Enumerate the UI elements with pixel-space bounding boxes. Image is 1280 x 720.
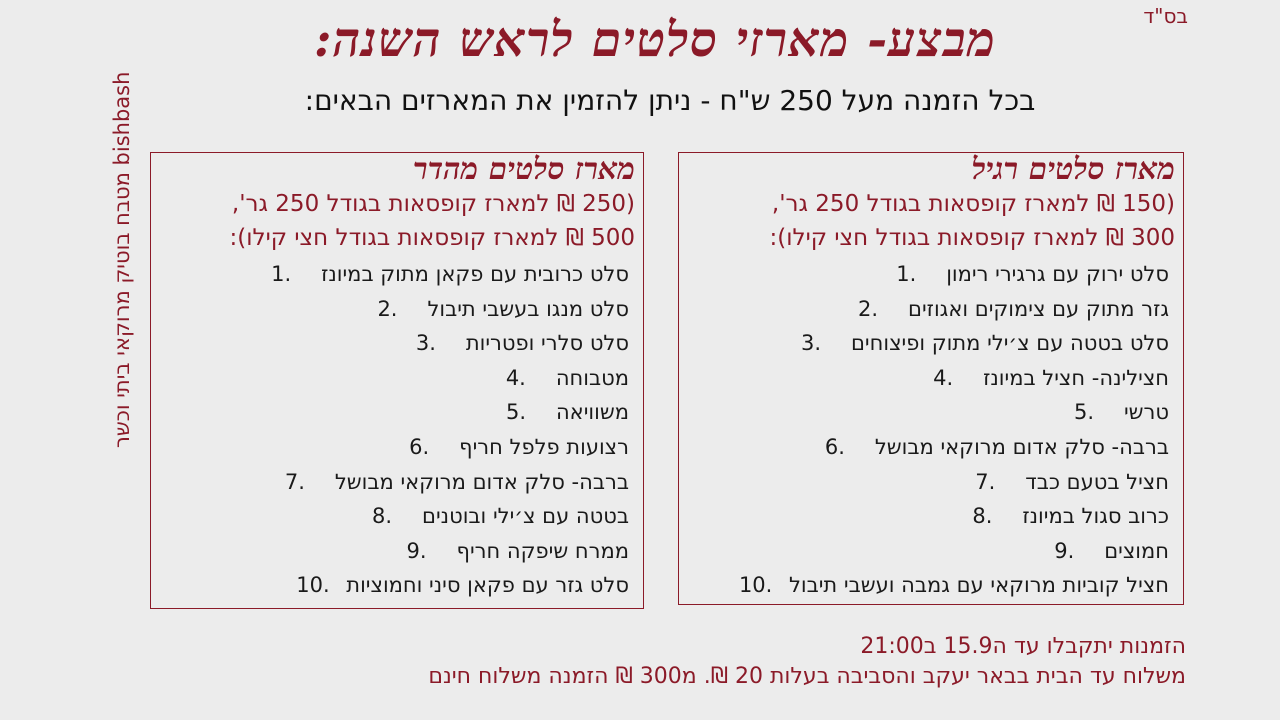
item-number	[506, 395, 556, 430]
list-item	[679, 361, 1183, 396]
regular-items-list	[679, 257, 1183, 603]
item-number	[975, 465, 1025, 500]
item-text: מטבוחה	[555, 365, 629, 390]
item-number-label: 4.	[933, 365, 954, 390]
item-text: סלט כרובית עם פקאן מתוק במיונז	[321, 262, 629, 286]
list-item	[151, 395, 643, 430]
item-number-label: 5.	[1073, 400, 1094, 425]
item-text: חצילינה- חציל במיונז	[983, 365, 1169, 390]
item-number	[896, 257, 946, 292]
side-brand-text: bishbash מטבח בוטיק מרוקאי ביתי וכשר	[110, 71, 134, 448]
item-number	[271, 257, 321, 292]
item-number-label: 4.	[505, 365, 526, 390]
item-number	[407, 534, 457, 569]
item-text: ברבה- סלק אדום מרוקאי מבושל	[334, 469, 629, 494]
item-number-label: 6.	[824, 434, 845, 459]
special-package-box	[150, 152, 644, 609]
list-item	[151, 534, 643, 569]
list-item	[151, 257, 643, 292]
special-price-line-2: 500 ₪ למארז קופסאות בגודל חצי קילו):	[229, 225, 635, 251]
item-number	[858, 292, 908, 327]
item-number-label: 3.	[801, 331, 822, 356]
page-subtitle: בכל הזמנה מעל 250 ש"ח - ניתן להזמין את המארזים הבאים:	[304, 84, 1036, 117]
item-number-label: 6.	[409, 434, 430, 459]
item-number	[377, 292, 427, 327]
item-text: סלט ירוק עם גרגירי רימון	[946, 262, 1169, 286]
list-item	[679, 499, 1183, 534]
item-number-label: 2.	[377, 296, 398, 321]
item-text: בטטה עם צ׳ילי ובוטנים	[422, 504, 629, 529]
page-title: מבצע- מארזי סלטים לראש השנה:	[313, 12, 997, 68]
list-item	[679, 465, 1183, 500]
item-number	[1074, 395, 1124, 430]
item-number	[372, 499, 422, 534]
item-number-label: 7.	[284, 469, 305, 494]
item-number-label: 5.	[505, 400, 526, 425]
bsd-label: בס"ד	[1143, 4, 1188, 28]
list-item	[151, 465, 643, 500]
item-text: גזר מתוק עם צימוקים ואגוזים	[908, 296, 1169, 321]
item-number	[933, 361, 983, 396]
regular-price-line-2: 300 ₪ למארז קופסאות בגודל חצי קילו):	[769, 225, 1175, 251]
item-text: סלט גזר עם פקאן סיני וחמוציות	[346, 573, 629, 598]
special-items-list	[151, 257, 643, 603]
item-number	[1054, 534, 1104, 569]
item-text: חציל קוביות מרוקאי עם גמבה ועשבי תיבול	[788, 573, 1169, 598]
item-number	[801, 326, 851, 361]
item-number	[416, 326, 466, 361]
item-number	[825, 430, 875, 465]
item-number-label: 1.	[896, 262, 917, 286]
list-item	[679, 395, 1183, 430]
item-text: משוויאה	[555, 400, 629, 425]
list-item	[151, 361, 643, 396]
item-number	[409, 430, 459, 465]
special-package-title: מארז סלטים מהדר	[412, 152, 635, 187]
list-item	[679, 257, 1183, 292]
item-text: ברבה- סלק אדום מרוקאי מבושל	[874, 434, 1169, 459]
special-price-line-1: (250 ₪ למארז קופסאות בגודל 250 גר',	[231, 191, 635, 217]
item-number	[739, 568, 789, 603]
item-text: רצועות פלפל חריף	[459, 434, 629, 459]
list-item	[151, 292, 643, 327]
item-number-label: 3.	[415, 331, 436, 356]
item-text: כרוב סגול במיונז	[1022, 504, 1169, 529]
item-text: סלט סלרי ופטריות	[465, 331, 629, 356]
list-item	[151, 430, 643, 465]
item-number	[285, 465, 335, 500]
item-number	[296, 568, 346, 603]
item-number-label: 9.	[406, 538, 427, 563]
item-number-label: 10.	[296, 573, 330, 598]
item-number-label: 8.	[372, 504, 393, 529]
item-number-label: 7.	[975, 469, 996, 494]
item-text: חמוצים	[1104, 538, 1169, 563]
item-number-label: 8.	[972, 504, 993, 529]
regular-package-box	[678, 152, 1184, 605]
list-item	[151, 326, 643, 361]
item-number	[972, 499, 1022, 534]
footer-delivery-info: משלוח עד הבית בבאר יעקב והסביבה בעלות 20 ₪. מ300 ₪ הזמנה משלוח חינם	[428, 664, 1186, 689]
list-item	[679, 534, 1183, 569]
list-item	[151, 499, 643, 534]
footer-order-deadline: הזמנות יתקבלו עד ה15.9 ב21:00	[860, 634, 1186, 659]
item-text: ממרח שיפקה חריף	[456, 538, 629, 563]
item-text: סלט מנגו בעשבי תיבול	[427, 296, 629, 321]
item-number-label: 10.	[738, 573, 773, 598]
item-number-label: 2.	[858, 296, 879, 321]
item-text: סלט בטטה עם צ׳ילי מתוק ופיצוחים	[851, 331, 1169, 356]
regular-price-line-1: (150 ₪ למארז קופסאות בגודל 250 גר',	[771, 191, 1175, 217]
item-number	[506, 361, 556, 396]
list-item	[679, 430, 1183, 465]
item-text: טרשי	[1123, 400, 1169, 425]
regular-package-title: מארז סלטים רגיל	[971, 152, 1175, 187]
item-text: חציל בטעם כבד	[1025, 469, 1169, 494]
list-item	[679, 292, 1183, 327]
item-number-label: 9.	[1054, 538, 1075, 563]
list-item	[679, 568, 1183, 603]
list-item	[151, 568, 643, 603]
list-item	[679, 326, 1183, 361]
item-number-label: 1.	[271, 262, 292, 286]
